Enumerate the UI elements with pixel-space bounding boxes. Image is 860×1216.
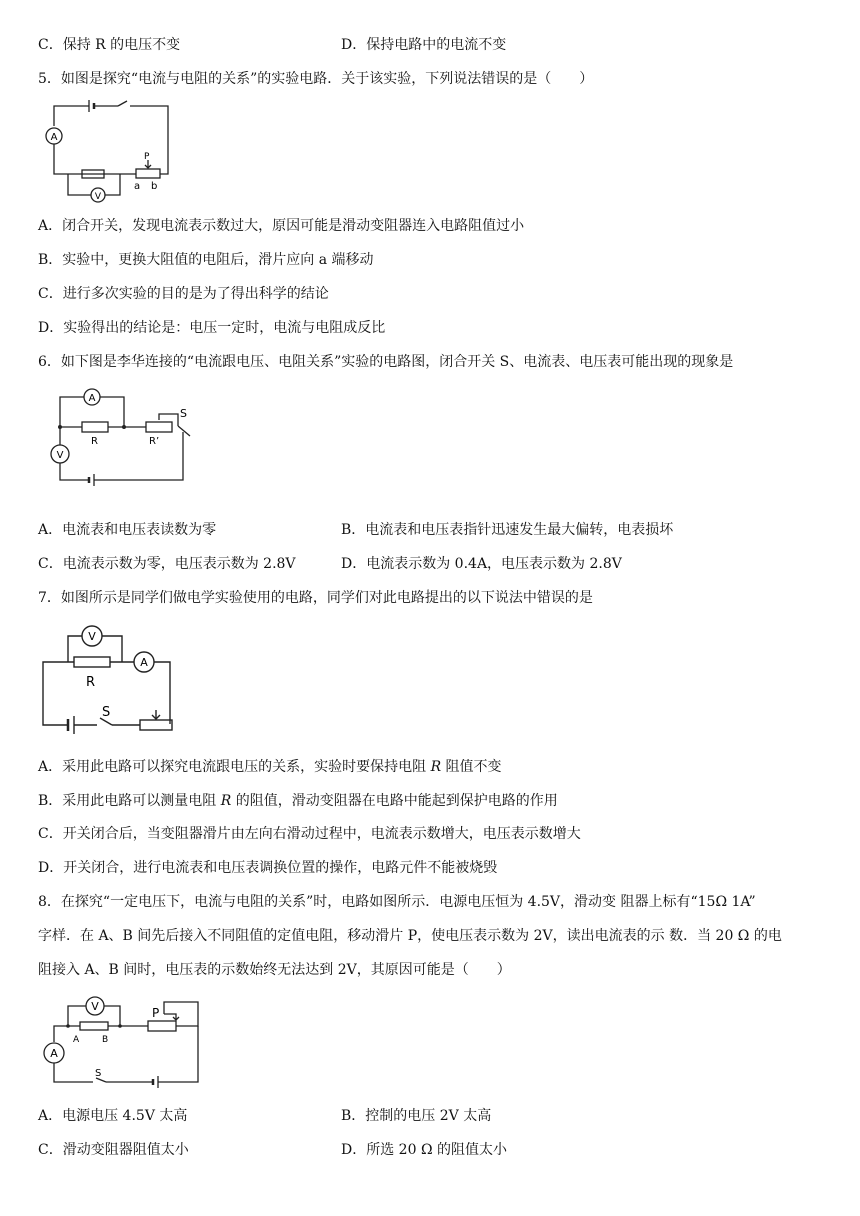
- q7-option-c: C．开关闭合后，当变阻器滑片由左向右滑动过程中，电流表示数增大，电压表示数增大: [38, 826, 581, 842]
- q7-option-d: D．开关闭合，进行电流表和电压表调换位置的操作，电路元件不能被烧毁: [38, 860, 498, 876]
- q8-voltmeter-label: V: [91, 1000, 99, 1013]
- q8-option-d: D．所选 20 Ω 的阻值太小: [341, 1142, 507, 1158]
- q8-stem-line-2: 字样．在 A、B 间先后接入不同阻值的定值电阻，移动滑片 P，使电压表示数为 2V，读出电流表的示 数．当 20 Ω 的电: [38, 928, 782, 944]
- q6-voltmeter-label: V: [56, 450, 64, 461]
- q5-stem: 5．如图是探究“电流与电阻的关系”的实验电路．关于该实验，下列说法错误的是（ ）: [38, 71, 594, 87]
- q5-option-b: B．实验中，更换大阻值的电阻后，滑片应向 a 端移动: [38, 252, 374, 268]
- q4-option-d: D．保持电路中的电流不变: [341, 37, 507, 53]
- q8-slider-label: P: [152, 1006, 160, 1020]
- q5-ammeter-label: A: [50, 132, 58, 143]
- q8-circuit-diagram: [40, 992, 205, 1092]
- q7-resistor-label: R: [86, 675, 96, 690]
- q8-terminal-a-label: A: [73, 1035, 80, 1045]
- q6-stem: 6．如下图是李华连接的“电流跟电压、电阻关系”实验的电路图，闭合开关 S、电流表、电压表可能出现的现象是: [38, 354, 734, 370]
- q7-option-b: B．采用此电路可以测量电阻 R 的阻值，滑动变阻器在电路中能起到保护电路的作用: [38, 793, 558, 809]
- q6-option-d: D．电流表示数为 0.4A，电压表示数为 2.8V: [341, 556, 622, 572]
- q6-option-a: A．电流表和电压表读数为零: [38, 522, 217, 538]
- q5-voltmeter-label: V: [94, 192, 102, 202]
- q5-option-c: C．进行多次实验的目的是为了得出科学的结论: [38, 286, 329, 302]
- q8-stem-line-3: 阻接入 A、B 间时，电压表的示数始终无法达到 2V，其原因可能是（ ）: [38, 962, 511, 978]
- q5-slider-label: P: [144, 152, 150, 162]
- q8-option-a: A．电源电压 4.5V 太高: [38, 1108, 188, 1124]
- q8-option-b: B．控制的电压 2V 太高: [341, 1108, 492, 1124]
- q8-option-c: C．滑动变阻器阻值太小: [38, 1142, 189, 1158]
- q8-ammeter-label: A: [50, 1047, 58, 1060]
- q7-stem: 7．如图所示是同学们做电学实验使用的电路，同学们对此电路提出的以下说法中错误的是: [38, 590, 593, 606]
- q7-switch-label: S: [102, 705, 111, 720]
- q6-resistor-label: R: [91, 436, 98, 447]
- q4-option-c: C．保持 R 的电压不变: [38, 37, 181, 53]
- q5-option-a: A．闭合开关，发现电流表示数过大，原因可能是滑动变阻器连入电路阻值过小: [38, 218, 525, 234]
- q5-end-b-label: b: [151, 181, 158, 192]
- q6-option-c: C．电流表示数为零，电压表示数为 2.8V: [38, 556, 296, 572]
- q8-stem-line-1: 8．在探究“一定电压下，电流与电阻的关系”时，电路如图所示．电源电压恒为 4.5V，滑动变 阻器上标有“15Ω 1A”: [38, 894, 756, 910]
- q8-switch-label: S: [95, 1068, 102, 1079]
- q6-switch-label: S: [180, 407, 187, 420]
- q5-option-d: D．实验得出的结论是：电压一定时，电流与电阻成反比: [38, 320, 386, 336]
- q7-ammeter-label: A: [140, 656, 148, 669]
- q6-rheostat-label: R’: [149, 436, 160, 447]
- q5-circuit-diagram: [44, 98, 174, 208]
- q5-end-a-label: a: [134, 181, 141, 192]
- q6-option-b: B．电流表和电压表指针迅速发生最大偏转，电表损坏: [341, 522, 674, 538]
- q7-voltmeter-label: V: [88, 630, 96, 643]
- q7-option-a: A．采用此电路可以探究电流跟电压的关系，实验时要保持电阻 R 阻值不变: [38, 759, 502, 775]
- q7-circuit-diagram: [40, 620, 180, 745]
- q8-terminal-b-label: B: [102, 1035, 109, 1045]
- q6-ammeter-label: A: [88, 393, 96, 404]
- q6-circuit-diagram: [44, 382, 194, 497]
